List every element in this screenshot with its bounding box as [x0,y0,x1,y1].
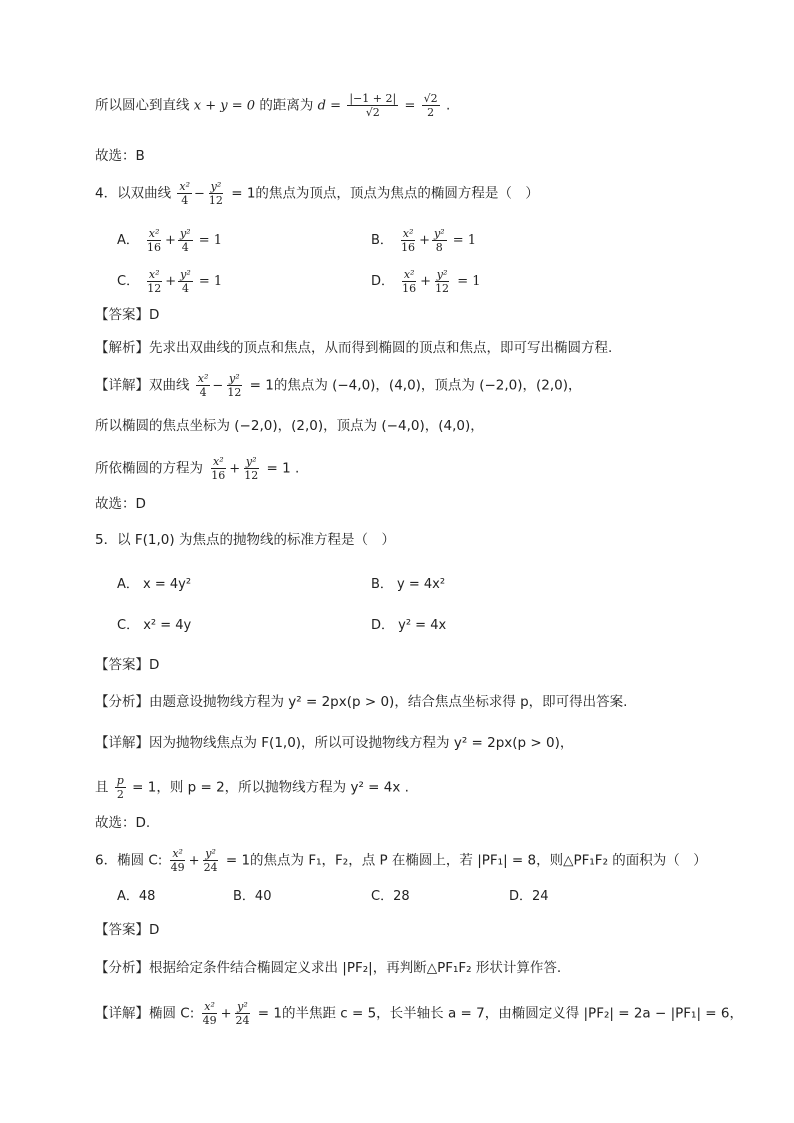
q4-choice: 故选：D [95,496,146,512]
numerator: x² [148,227,160,240]
denominator: 24 [203,861,218,874]
text-span: = 1的半焦距 c = 5，长半轴长 a = 7，由椭圆定义得 |PF₂| = 2a − |PF₁| = 6， [257,1005,743,1022]
equation-rhs: = 1 [198,274,223,289]
q3-choice: 故选：B [95,148,145,164]
numerator: y² [205,847,216,860]
numerator: y² [179,227,191,240]
denominator: 12 [244,469,259,482]
q5-answer: 【答案】D [95,657,160,673]
q4-option-b [371,227,476,254]
q4-option-a [117,227,222,254]
denominator: 16 [401,241,416,254]
numerator: x² [179,180,191,193]
equation-rhs: = 1 [452,233,477,248]
fraction [433,268,451,295]
text-span: 【详解】双曲线 [95,377,190,394]
denominator: 16 [211,469,226,482]
text-span: 所以圆心到直线 [95,97,190,114]
text-span: 的距离为 [259,97,314,114]
text-span: = 1 . [266,460,300,477]
text-span: = 1，则 p = 2，所以抛物线方程为 y² = 4x . [132,779,409,796]
text-span: 所依椭圆的方程为 [95,460,203,477]
text-span: 6．椭圆 C: [95,852,163,869]
numerator: x² [212,455,224,468]
numerator: |−1 + 2| [349,92,397,105]
denominator: 16 [147,241,162,254]
denominator: 2 [116,788,124,801]
text-span: 4．以双曲线 [95,185,172,202]
fraction [178,268,193,295]
q4-option-d [371,268,481,295]
numerator: y² [229,372,240,385]
line-equation: x + y = 0 [193,98,256,114]
numerator: x² [148,268,160,281]
fraction [233,1000,251,1027]
numerator: √2 [423,92,438,105]
plus-sign: + [420,274,432,289]
q5-analysis: 【分析】由题意设抛物线方程为 y² = 2px(p > 0)，结合焦点坐标求得 p，即可得出答案. [95,694,628,710]
q5-option-b: B． y = 4x² [371,577,446,592]
option-label: B． [371,233,393,248]
q6-option-b: B．40 [233,889,272,904]
denominator: 2 [427,106,435,119]
denominator: 24 [235,1014,250,1027]
distance-fraction [347,92,398,119]
denominator: 8 [435,241,443,254]
numerator: x² [197,372,209,385]
plus-sign: + [165,233,176,248]
denominator: 4 [199,386,207,399]
denominator: 4 [181,282,189,295]
q5-option-d: D． y² = 4x [371,618,447,633]
text-span: = 1的焦点为顶点，顶点为焦点的椭圆方程是（ ） [231,185,539,202]
q5-detail: 【详解】因为抛物线焦点为 F(1,0)，所以可设抛物线方程为 y² = 2px(p > 0)， [95,735,574,751]
plus-sign: + [229,461,241,477]
fraction [400,268,418,295]
equation-rhs: = 1 [198,233,223,248]
minus-sign: − [194,186,205,202]
q4-detail [95,372,582,399]
fraction [169,847,187,874]
distance-symbol: d = [317,98,342,114]
denominator: 12 [208,194,223,207]
numerator: y² [180,268,191,281]
plus-sign: + [220,1006,232,1022]
text-span: 【详解】椭圆 C: [95,1005,195,1022]
q6-option-d: D．24 [509,889,549,904]
numerator: x² [403,268,415,281]
q4-question [95,180,539,207]
equals-sign: = [404,98,416,114]
fraction [145,227,163,254]
fraction [207,180,225,207]
fraction [177,180,192,207]
q4-detail-2: 所以椭圆的焦点坐标为 (−2,0)，(2,0)，顶点为 (−4,0)，(4,0)， [95,418,484,434]
fraction [196,372,211,399]
minus-sign: − [212,378,224,394]
q4-option-c [117,268,222,295]
q6-detail [95,1000,743,1027]
q6-option-a: A．48 [117,889,156,904]
numerator: y² [237,1000,248,1013]
plus-sign: + [419,233,430,248]
q5-choice: 故选：D. [95,815,151,831]
numerator: x² [204,1000,215,1013]
q5-question: 5．以 F(1,0) 为焦点的抛物线的标准方程是（ ） [95,532,395,548]
fraction [432,227,447,254]
period: . [445,97,451,114]
fraction [178,227,193,254]
q4-detail-3 [95,455,299,482]
fraction [202,847,220,874]
denominator: 16 [402,282,417,295]
numerator: y² [210,180,222,193]
q6-option-c: C．28 [371,889,410,904]
q4-analysis: 【解析】先求出双曲线的顶点和焦点，从而得到椭圆的顶点和焦点，即可写出椭圆方程. [95,340,613,356]
distance-line [95,92,450,119]
denominator: 12 [147,282,162,295]
denominator: 4 [181,241,189,254]
text-span: = 1的焦点为 F₁，F₂，点 P 在椭圆上，若 |PF₁| = 8，则△PF₁F₂ 的面积为（ ） [225,852,707,869]
q5-option-a: A． x = 4y² [117,577,192,592]
q4-answer: 【答案】D [95,307,160,323]
fraction [399,227,417,254]
option-label: C． [117,274,140,289]
fraction [209,455,227,482]
numerator: y² [245,455,257,468]
option-label: A． [117,233,139,248]
numerator: y² [436,268,448,281]
text-span: 且 [95,779,109,796]
denominator: 12 [227,386,242,399]
denominator: 49 [170,861,185,874]
q5-option-c: C． x² = 4y [117,618,192,633]
plus-sign: + [165,274,177,289]
plus-sign: + [188,853,200,869]
fraction [201,1000,219,1027]
denominator: 4 [181,194,189,207]
equation-rhs: = 1 [457,274,481,289]
fraction [225,372,243,399]
numerator: p [116,774,124,787]
option-label: D． [371,274,395,289]
q6-analysis: 【分析】根据给定条件结合椭圆定义求出 |PF₂|，再判断△PF₁F₂ 形状计算作答. [95,960,562,976]
numerator: y² [433,227,445,240]
q6-question [95,847,707,874]
q5-detail-2 [95,774,409,801]
numerator: x² [172,847,183,860]
fraction [115,774,126,801]
denominator: 49 [202,1014,217,1027]
fraction [242,455,260,482]
fraction [145,268,163,295]
numerator: x² [402,227,414,240]
denominator: 12 [435,282,450,295]
denominator: √2 [365,106,380,119]
text-span: = 1的焦点为 (−4,0)，(4,0)，顶点为 (−2,0)，(2,0)， [249,377,582,394]
q6-answer: 【答案】D [95,922,160,938]
result-fraction [422,92,440,119]
